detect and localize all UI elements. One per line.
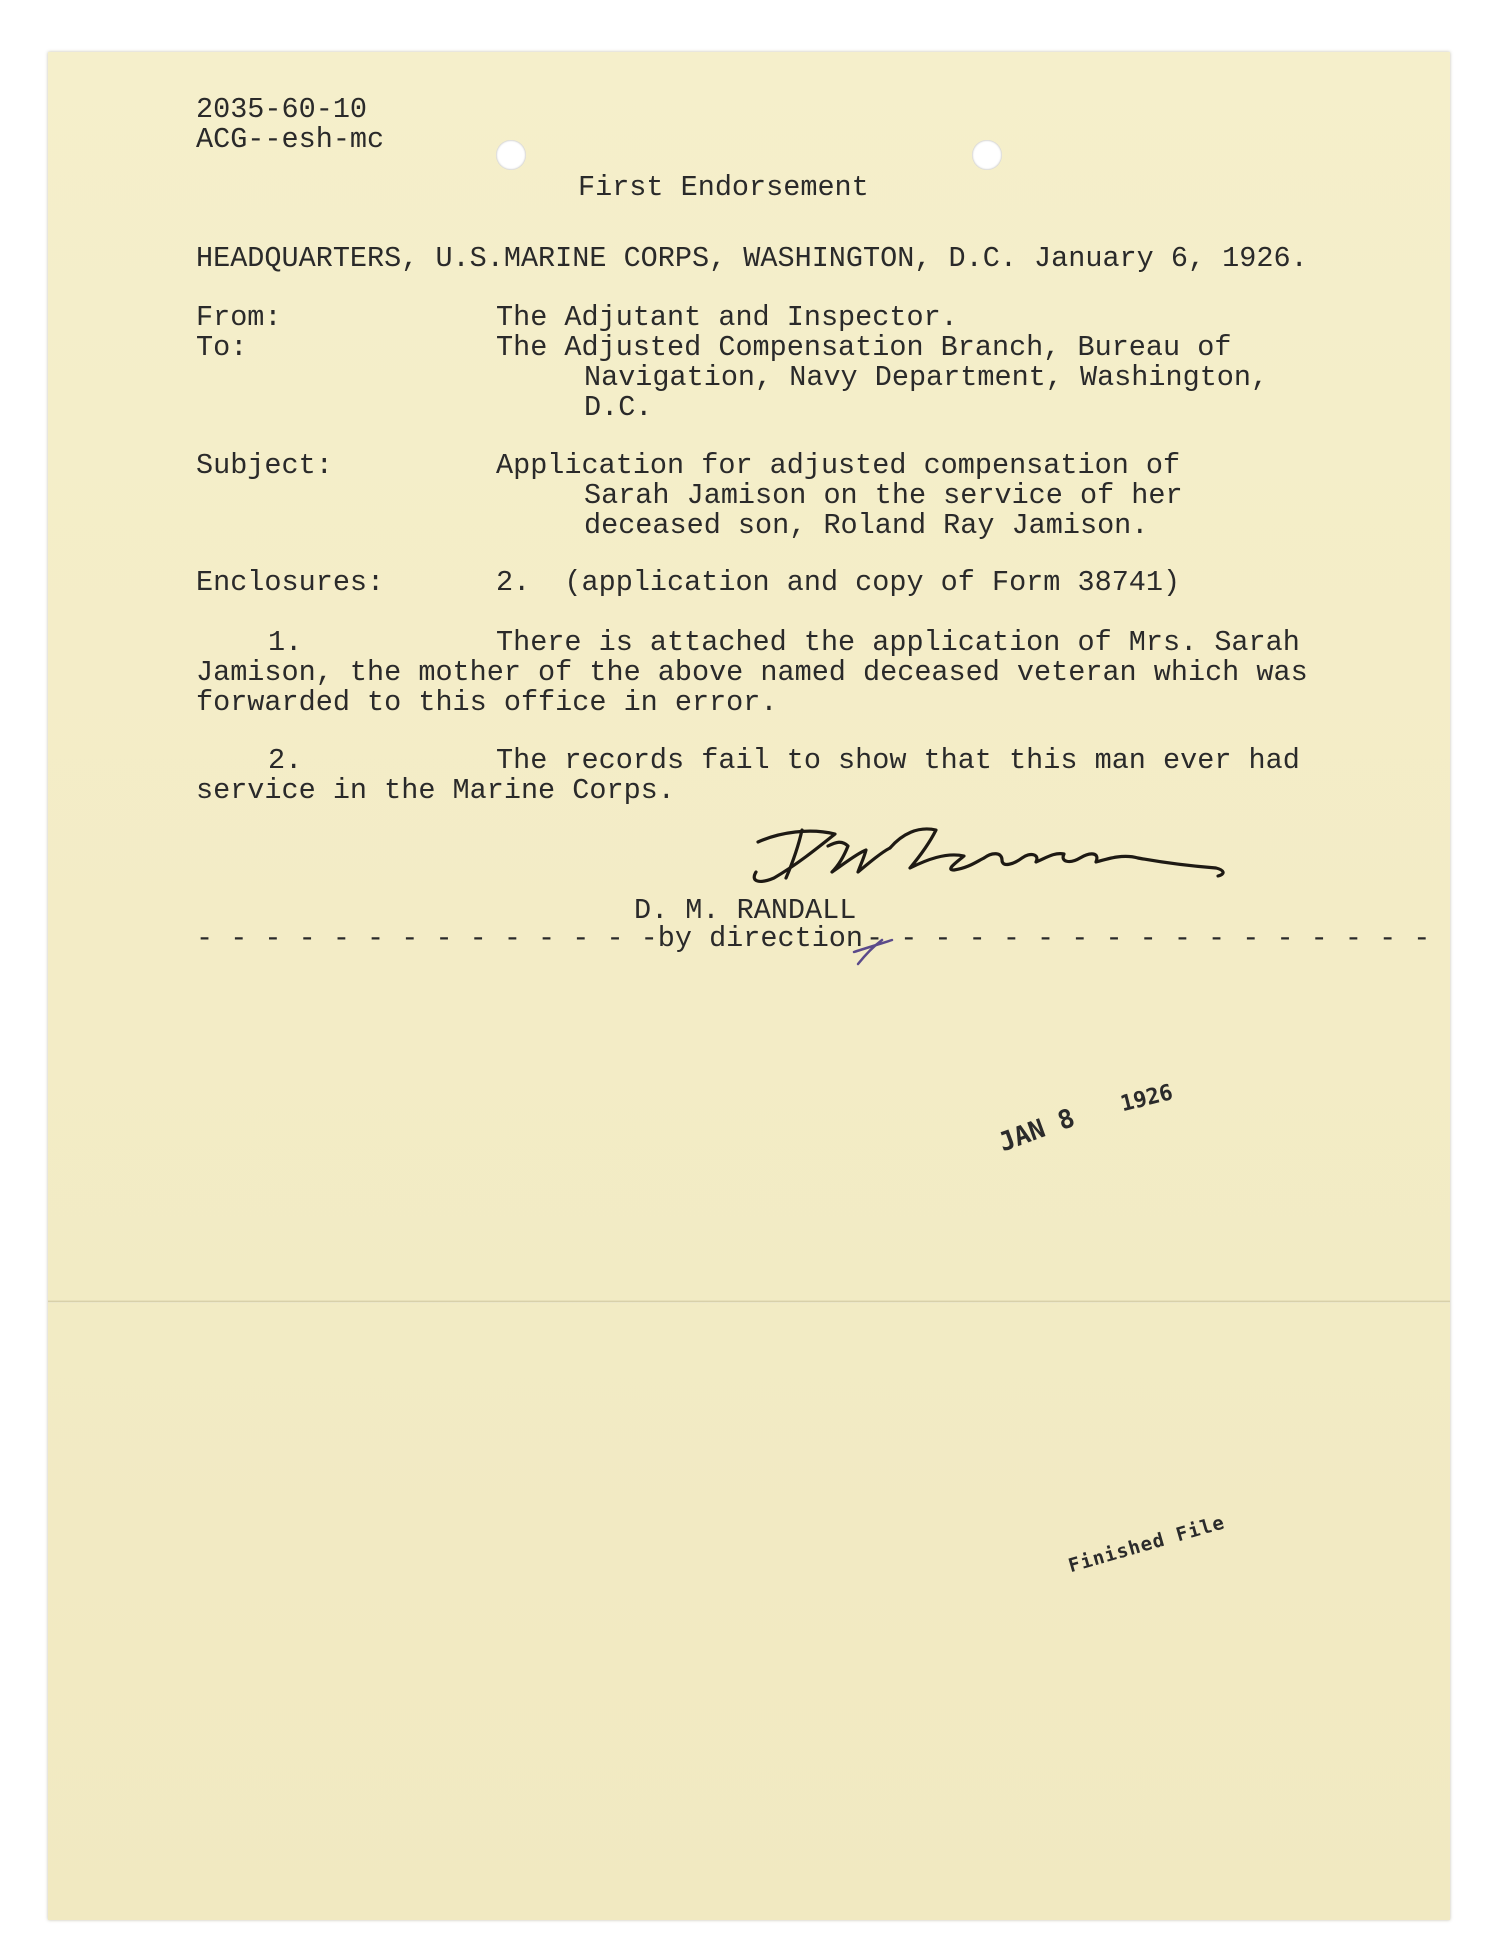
punch-hole-left [496, 140, 526, 170]
paragraph-number: 1. [268, 626, 303, 659]
to-line: D.C. [584, 391, 653, 424]
paragraph-line: There is attached the application of Mrs. Sarah [496, 626, 1300, 659]
subject-label: Subject: [196, 449, 333, 482]
typist-initials: ACG--esh-mc [196, 123, 385, 156]
finished-file-stamp: Finished File [1066, 1511, 1228, 1578]
enclosures-value: 2. (application and copy of Form 38741) [496, 566, 1181, 599]
dateline: HEADQUARTERS, U.S.MARINE CORPS, WASHINGTON, D.C. January 6, 1926. [196, 242, 1308, 275]
to-line: The Adjusted Compensation Branch, Bureau of [496, 331, 1232, 364]
by-direction-line: - - - - - - - - - - - - - - - - - [866, 922, 1431, 955]
received-year-stamp: 1926 [1118, 1080, 1176, 1118]
paragraph-line: Jamison, the mother of the above named deceased veteran which was [196, 656, 1308, 689]
paragraph-number: 2. [268, 744, 303, 777]
subject-line: Application for adjusted compensation of [496, 449, 1181, 482]
received-date-stamp: JAN 8 [995, 1103, 1079, 1159]
to-label: To: [196, 331, 248, 364]
subject-line: deceased son, Roland Ray Jamison. [584, 509, 1149, 542]
to-line: Navigation, Navy Department, Washington, [584, 361, 1269, 394]
punch-hole-right [972, 140, 1002, 170]
signer-name: D. M. RANDALL [634, 894, 857, 927]
from-label: From: [196, 301, 282, 334]
endorsement-heading: First Endorsement [578, 171, 869, 204]
fold-line [48, 1300, 1450, 1303]
paragraph-line: The records fail to show that this man ever had [496, 744, 1300, 777]
pencil-check-mark [852, 924, 912, 974]
subject-line: Sarah Jamison on the service of her [584, 479, 1183, 512]
paragraph-line: forwarded to this office in error. [196, 686, 778, 719]
handwritten-signature [740, 812, 1250, 892]
paragraph-line: service in the Marine Corps. [196, 774, 675, 807]
from-value: The Adjutant and Inspector. [496, 301, 958, 334]
by-direction-line: - - - - - - - - - - - - - -by direction [196, 922, 864, 955]
file-number: 2035-60-10 [196, 93, 368, 126]
enclosures-label: Enclosures: [196, 566, 385, 599]
